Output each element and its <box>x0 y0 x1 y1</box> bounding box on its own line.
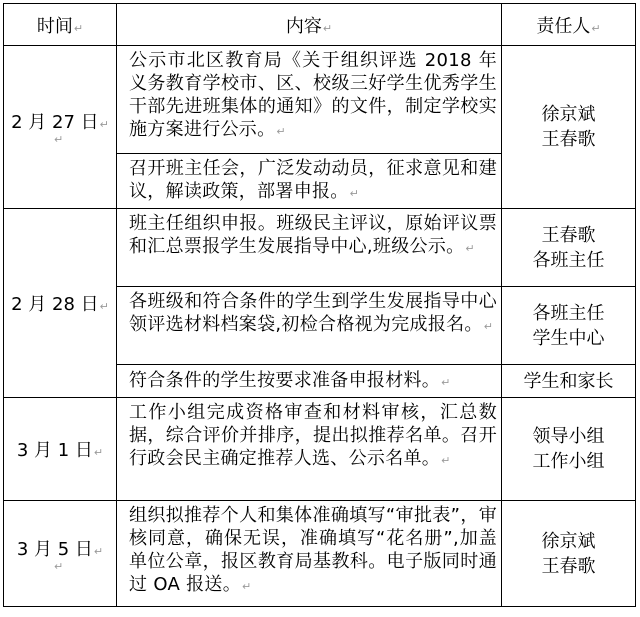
owner-cell: 各班主任 学生中心 <box>502 287 636 365</box>
content-cell: 组织拟推荐个人和集体准确填写“审批表”，审核同意，确保无误，准确填写“花名册”,加盖单位公章，报区教育局基教科。电子版同时通过 OA 报送。↵ <box>117 501 502 607</box>
content-cell: 各班级和符合条件的学生到学生发展指导中心领评选材料档案袋,初检合格视为完成报名。↵ <box>117 287 502 365</box>
owner-cell: 王春歌 各班主任 <box>502 209 636 287</box>
date-cell: 3 月 1 日↵ <box>4 398 117 501</box>
content-cell: 公示市北区教育局《关于组织评选 2018 年义务教育学校市、区、校级三好学生优秀学生干部先进班集体的通知》的文件，制定学校实施方案进行公示。↵ <box>117 46 502 154</box>
schedule-table <box>3 3 636 607</box>
owner-cell: 徐京斌 王春歌 <box>502 501 636 607</box>
header-content: 内容↵ <box>117 4 502 46</box>
owner-cell: 徐京斌 王春歌 <box>502 46 636 209</box>
table-row <box>4 46 636 154</box>
date-cell: 2 月 28 日↵ <box>4 209 117 398</box>
content-cell: 召开班主任会，广泛发动动员，征求意见和建议，解读政策，部署申报。↵ <box>117 154 502 209</box>
date-cell: 3 月 5 日↵ ↵ <box>4 501 117 607</box>
table-row <box>4 501 636 607</box>
owner-cell: 领导小组 工作小组 <box>502 398 636 501</box>
header-row <box>4 4 636 46</box>
table-row <box>4 209 636 287</box>
header-owner: 责任人↵ <box>502 4 636 46</box>
date-cell: 2 月 27 日↵ ↵ <box>4 46 117 209</box>
content-cell: 工作小组完成资格审查和材料审核，汇总数据，综合评价并排序，提出拟推荐名单。召开行政会民主确定推荐人选、公示名单。↵ <box>117 398 502 501</box>
content-cell: 班主任组织申报。班级民主评议，原始评议票和汇总票报学生发展指导中心,班级公示。↵ <box>117 209 502 287</box>
header-time: 时间↵ <box>4 4 117 46</box>
owner-cell: 学生和家长 <box>502 365 636 398</box>
content-cell: 符合条件的学生按要求准备申报材料。↵ <box>117 365 502 398</box>
table-row <box>4 398 636 501</box>
